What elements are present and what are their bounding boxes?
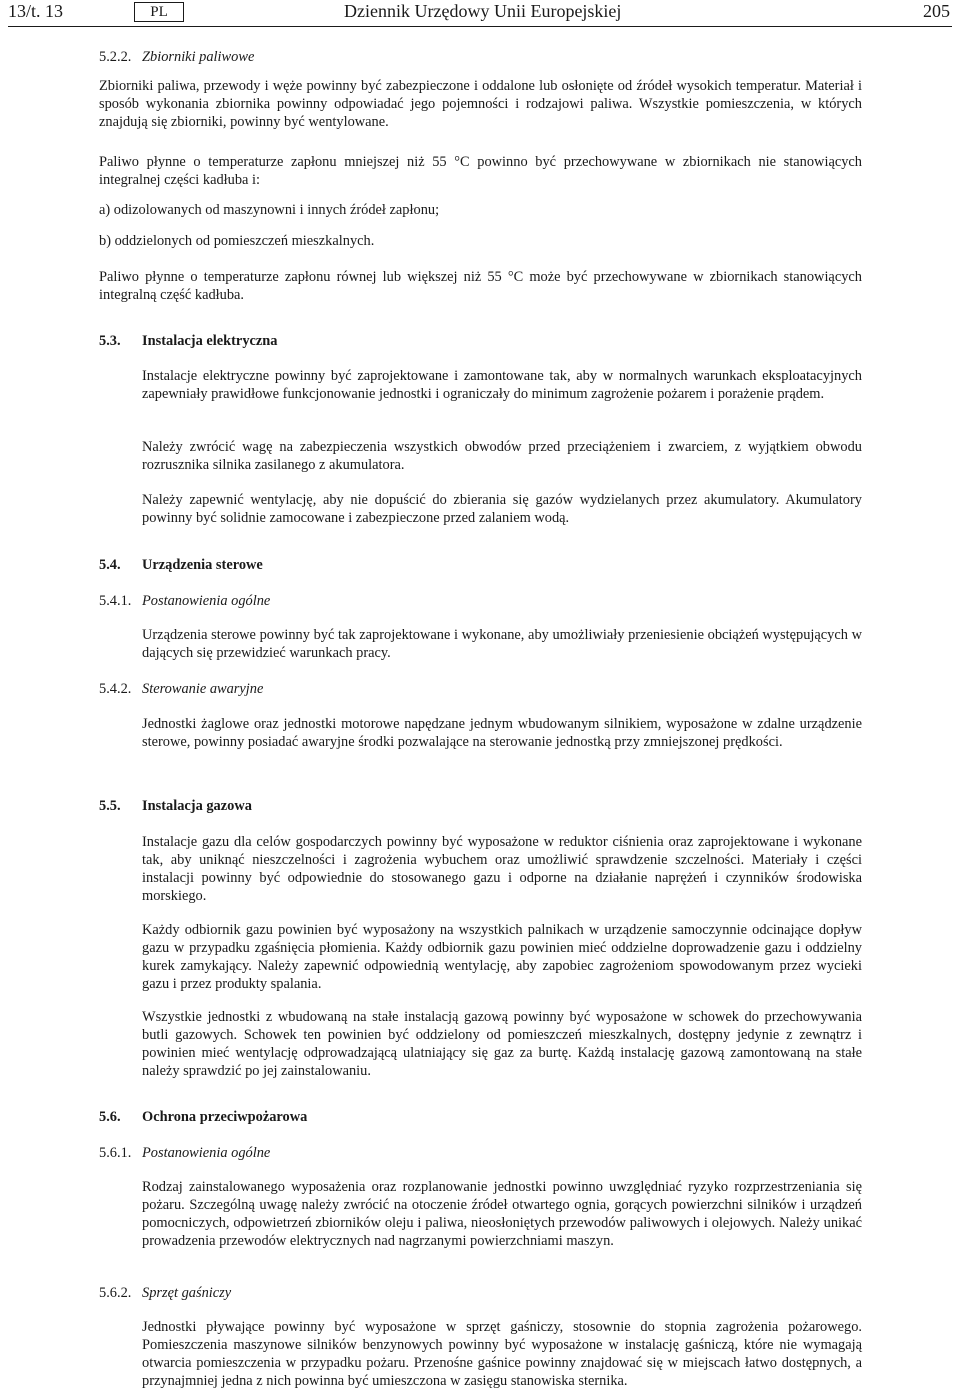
section-number-5-5: 5.5. [99,798,121,814]
section-heading-fire-protection: Ochrona przeciwpożarowa [142,1109,308,1125]
paragraph-fuel-tanks-3: Paliwo płynne o temperaturze zapłonu równej lub większej niż 55 °C może być przechowywane w zbiornikach stanowiących integralną część kadłuba. [99,269,862,303]
section-number-5-4-1: 5.4.1. [99,593,132,609]
list-item-b: b) oddzielonych od pomieszczeń mieszkalnych. [99,233,375,249]
language-badge: PL [134,2,184,22]
section-number-5-6-2: 5.6.2. [99,1285,132,1301]
paragraph-fuel-tanks-2: Paliwo płynne o temperaturze zapłonu mniejszej niż 55 °C powinno być przechowywane w zbiornikach nie stanowiących integralnej części kadłuba i: [99,154,862,188]
section-number-5-6: 5.6. [99,1109,121,1125]
section-heading-emergency-steering: Sterowanie awaryjne [142,681,264,697]
page-reference: 13/t. 13 [8,1,64,21]
section-number-5-6-1: 5.6.1. [99,1145,132,1161]
paragraph-fuel-tanks-1: Zbiorniki paliwa, przewody i węże powinny być zabezpieczone i oddalone lub osłonięte od źródeł wysokich temperatur. Materiał i sposób wykonania zbiornika powinny odpowiadać jego pojemności i rodzajowi paliwa. Wszystkie pomieszczenia, w których znajdują się zbiorniki, powinny być wentylowane. [99,78,862,130]
section-heading-gas: Instalacja gazowa [142,798,252,814]
paragraph-emergency-steering: Jednostki żaglowe oraz jednostki motorowe napędzane jednym wbudowanym silnikiem, wyposażone w zdalne urządzenie sterowe, powinny posiadać awaryjne środki pozwalające na sterowanie jednostką przy zmniejszonej prędkości. [142,716,862,750]
paragraph-gas-3: Wszystkie jednostki z wbudowaną na stałe instalacją gazową powinny być wyposażone w schowek do przechowywania butli gazowych. Schowek ten powinien być oddzielony od pomieszczeń mieszkalnych, dostępny jedynie z zewnątrz i powinien mieć wentylację odprowadzającą ulatniający się gaz za burtę. Każdą instalację gazową zamontowaną na stałe należy sprawdzić po jej zainstalowaniu. [142,1009,862,1079]
section-heading-fuel-tanks: Zbiorniki paliwowe [142,49,255,65]
paragraph-electrical-3: Należy zapewnić wentylację, aby nie dopuścić do zbierania się gazów wydzielanych przez akumulatory. Akumulatory powinny być solidnie zamocowane i zabezpieczone przed zalaniem wodą. [142,492,862,526]
paragraph-electrical-2: Należy zwrócić wagę na zabezpieczenia wszystkich obwodów przed przeciążeniem i zwarciem, z wyjątkiem obwodu rozrusznika silnika zasilanego z akumulatora. [142,439,862,473]
section-heading-fire-extinguishing: Sprzęt gaśniczy [142,1285,232,1301]
paragraph-electrical-1: Instalacje elektryczne powinny być zaprojektowane i zamontowane tak, aby w normalnych warunkach eksploatacyjnych zapewniały prawidłowe funkcjonowanie jednostki i ograniczały do minimum zagrożenie pożarem i porażenie prądem. [142,368,862,402]
list-item-a: a) odizolowanych od maszynowni i innych źródeł zapłonu; [99,202,440,218]
paragraph-steering-1: Urządzenia sterowe powinny być tak zaprojektowane i wykonane, aby umożliwiały przeniesienie obciążeń występujących w dających się przewidzieć warunkach pracy. [142,627,862,661]
page-header [0,0,960,28]
paragraph-fire-protection-1: Rodzaj zainstalowanego wyposażenia oraz rozplanowanie jednostki powinno uwzględniać ryzyko rozprzestrzeniania się pożaru. Szczególną uwagę należy zwrócić na otoczenie źródeł otwartego ognia, gorących powierzchni silników i urządzeń pomocniczych, odpowietrzeń zbiorników oleju i paliwa, nieosłoniętych przewodów paliwowych i olejowych. Należy unikać prowadzenia przewodów elektrycznych nad nagrzanymi powierzchniami maszyn. [142,1179,862,1249]
page-number: 205 [923,1,950,21]
section-heading-steering: Urządzenia sterowe [142,557,263,573]
journal-title: Dziennik Urzędowy Unii Europejskiej [344,1,622,21]
paragraph-gas-2: Każdy odbiornik gazu powinien być wyposażony na wszystkich palnikach w urządzenie samoczynnie odcinające dopływ gazu w przypadku zgaśnięcia płomienia. Każdy odbiornik gazu powinien mieć oddzielne doprowadzenie gazu i oddzielny kurek zamykający. Należy zapewnić odpowiednią wentylację, aby zapobiec zagrożeniom spowodowanym przez wycieki gazu i przez produkty spalania. [142,922,862,992]
section-number-5-4-2: 5.4.2. [99,681,132,697]
header-divider [8,26,952,27]
section-heading-general-provisions: Postanowienia ogólne [142,593,271,609]
paragraph-gas-1: Instalacje gazu dla celów gospodarczych powinny być wyposażone w reduktor ciśnienia oraz zaprojektowane i wykonane tak, aby uniknąć nieszczelności i zagrożenia wybuchem oraz umożliwić sprawdzenie szczelności. Materiały i części instalacji powinny być odpowiednie do stosowanego gazu i odporne na działanie naprężeń i czynników środowiska morskiego. [142,834,862,904]
section-heading-general-provisions-2: Postanowienia ogólne [142,1145,271,1161]
section-number-5-4: 5.4. [99,557,121,573]
paragraph-fire-extinguishing: Jednostki pływające powinny być wyposażone w sprzęt gaśniczy, stosownie do stopnia zagrożenia pożarowego. Pomieszczenia maszynowe silników benzynowych powinny być wyposażone w instalację gaśniczą, które nie wymagają otwarcia pomieszczenia w przypadku pożaru. Przenośne gaśnice powinny znajdować się w miejscach łatwo dostępnych, a przynajmniej jedna z nich powinna być umieszczona w zasięgu stanowiska sternika. [142,1319,862,1389]
section-number-5-2-2: 5.2.2. [99,49,132,65]
section-heading-electrical: Instalacja elektryczna [142,333,278,349]
section-number-5-3: 5.3. [99,333,121,349]
